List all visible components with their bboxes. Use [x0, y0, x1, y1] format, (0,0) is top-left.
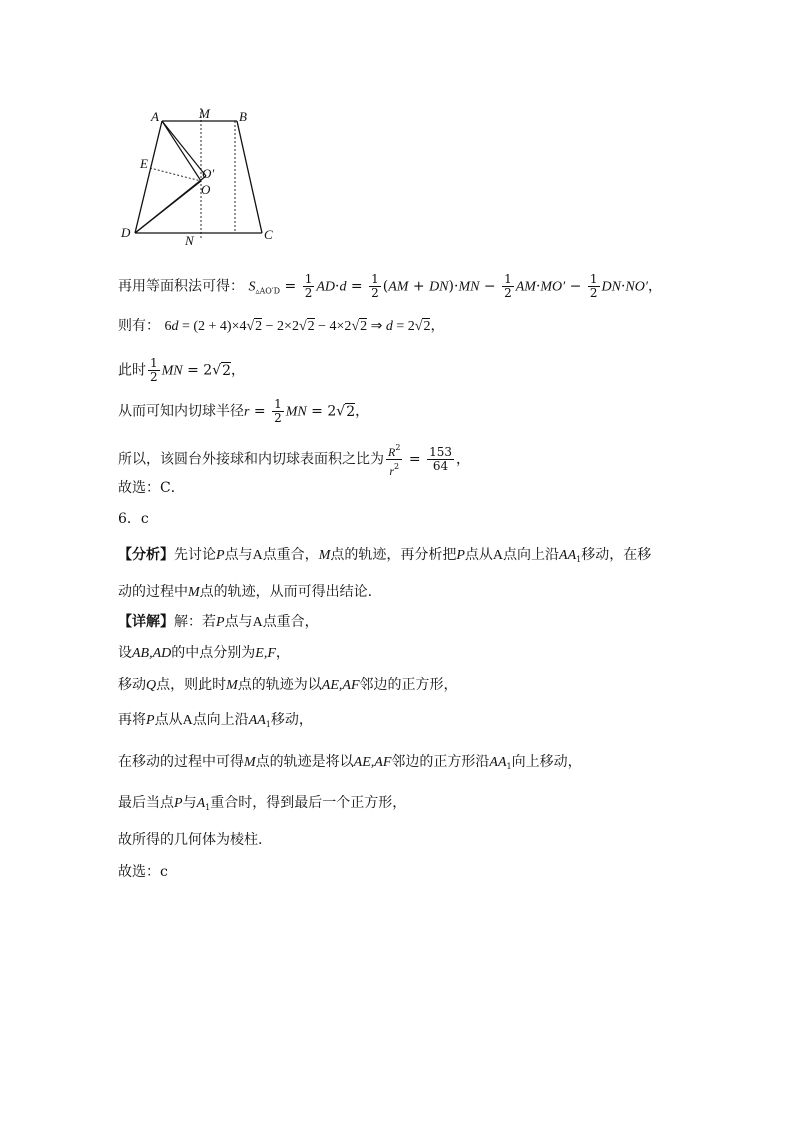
- analysis-f: 点向上沿: [503, 547, 560, 563]
- var-e-f: E,F: [255, 646, 276, 661]
- label-o: O: [201, 182, 211, 197]
- line2-prefix: 则有：: [118, 318, 160, 334]
- edge-bc: [237, 121, 262, 233]
- line4-prefix: 从而可知内切球半径: [118, 403, 244, 420]
- final-answer: 故选：c: [118, 864, 168, 880]
- var-aa1: AA: [248, 713, 266, 728]
- detail-c: 点重合，: [262, 614, 319, 630]
- label-b: B: [239, 109, 247, 124]
- var-p: P: [456, 548, 465, 563]
- line1-prefix: 再用等面积法可得：: [118, 278, 244, 295]
- var-a: A: [252, 548, 263, 563]
- s4-b: 点的轨迹是将以: [255, 754, 354, 770]
- equation-line-1: 再用等面积法可得： $S_{▵AO'D}$ = $\frac{1}{2}$ AD·d = $\frac{1}{2}$ (AM + DN)·MN − $\frac{1}{2}$ AM·MO′ − $\frac{1}{2}$ DN·NO′，: [118, 272, 662, 300]
- question-number: 6．c: [118, 511, 149, 527]
- var-p: P: [174, 796, 183, 811]
- s3-b: 点从: [154, 712, 183, 728]
- s4-d: 向上移动，: [511, 754, 582, 770]
- subscript-one: 1: [265, 720, 271, 729]
- label-c: C: [264, 227, 273, 242]
- analysis-c: 点重合，: [262, 547, 319, 563]
- label-m: M: [199, 106, 210, 121]
- s5-a: 最后当点: [118, 795, 174, 811]
- label-n: N: [185, 233, 194, 248]
- s2-c: 点的轨迹为以: [237, 677, 322, 693]
- analysis-b: 点与: [224, 547, 253, 563]
- s3-d: 移动，: [270, 712, 313, 728]
- s5-b: 与: [182, 795, 197, 811]
- equation-line-5: 所以，该圆台外接球和内切球表面积之比为 $\frac{R^2}{r^2}$ = $\frac{153}{64}$ ，: [118, 443, 470, 478]
- detail-a: 解：若: [174, 614, 216, 630]
- seg-ao: [162, 121, 201, 181]
- analysis-g: 移动，在移: [581, 547, 652, 563]
- step-line-6: 故所得的几何体为棱柱.: [118, 832, 263, 848]
- equation-line-4: 从而可知内切球半径r = $\frac{1}{2}$ MN = 2√2，: [118, 397, 370, 425]
- step-line-2: [118, 675, 458, 696]
- step-line-4: [118, 752, 582, 777]
- var-q: Q: [146, 678, 157, 693]
- var-p: P: [216, 548, 225, 563]
- var-ab-ad: AB,AD: [132, 646, 172, 661]
- var-ae-af: AE,AF: [353, 755, 392, 770]
- label-a: A: [151, 109, 159, 124]
- label-e: E: [140, 156, 148, 171]
- subscript-one: 1: [576, 555, 582, 564]
- var-aa1: AA: [489, 755, 507, 770]
- seg-ao-prime: [162, 121, 206, 176]
- label-d: D: [121, 225, 131, 240]
- s4-a: 在移动的过程中可得: [118, 754, 244, 770]
- var-m: M: [244, 755, 256, 770]
- label-o-prime: O′: [202, 166, 215, 181]
- var-a: A: [492, 548, 504, 563]
- subscript-one: 1: [205, 803, 211, 812]
- s4-c: 邻边的正方形沿: [391, 754, 490, 770]
- subscript-one: 1: [506, 762, 512, 771]
- s1-b: 的中点分别为: [171, 645, 256, 661]
- answer-line: 故选：C．: [118, 480, 185, 496]
- s3-a: 再将: [118, 712, 146, 728]
- var-p: P: [146, 713, 155, 728]
- line5-prefix: 所以，该圆台外接球和内切球表面积之比为: [118, 451, 384, 468]
- trapezoid-figure: [115, 100, 285, 250]
- detail-b: 点与: [224, 614, 253, 630]
- var-m: M: [188, 585, 200, 600]
- analysis-a: 先讨论: [174, 547, 216, 563]
- edge-ad: [135, 121, 162, 233]
- equation-line-2: 则有： 6d = (2 + 4)×4√2 − 2×2√2 − 4×2√2 ⇒ d = 2√2，: [118, 318, 445, 334]
- s2-b: 点，则此时: [156, 677, 227, 693]
- var-ae-af: AE,AF: [321, 678, 360, 693]
- s5-c: 重合时，得到最后一个正方形，: [210, 795, 407, 811]
- s2-a: 移动: [118, 677, 146, 693]
- analysis-e: 点从: [464, 547, 493, 563]
- analysis-line-2: [118, 582, 372, 603]
- detail-line: [118, 612, 319, 633]
- analysis-d: 点的轨迹，再分析把: [330, 547, 457, 563]
- s2-d: 邻边的正方形，: [359, 677, 458, 693]
- seg-do: [135, 181, 201, 233]
- var-m: M: [226, 678, 238, 693]
- var-a: A: [252, 615, 263, 630]
- equation-line-3: 此时 $\frac{1}{2}$ MN = 2√2，: [118, 356, 246, 384]
- analysis-line-1: [118, 545, 651, 570]
- s1-a: 设: [118, 645, 132, 661]
- analysis-line2-b: 点的轨迹，从而可得出结论.: [199, 584, 373, 600]
- step-line-5: [118, 793, 406, 818]
- var-a: A: [182, 713, 193, 728]
- var-p: P: [216, 615, 225, 630]
- var-aa1: AA: [559, 548, 577, 563]
- var-m: M: [318, 548, 331, 563]
- s3-c: 点向上沿: [192, 712, 249, 728]
- step-line-1: [118, 643, 290, 664]
- analysis-line2-a: 动的过程中: [118, 584, 188, 600]
- analysis-tag: 【分析】: [118, 547, 174, 563]
- var-a1: A: [196, 796, 206, 811]
- s1-c: ，: [275, 645, 290, 661]
- detail-tag: 【详解】: [118, 614, 174, 630]
- line3-prefix: 此时: [118, 362, 146, 379]
- step-line-3: [118, 710, 313, 735]
